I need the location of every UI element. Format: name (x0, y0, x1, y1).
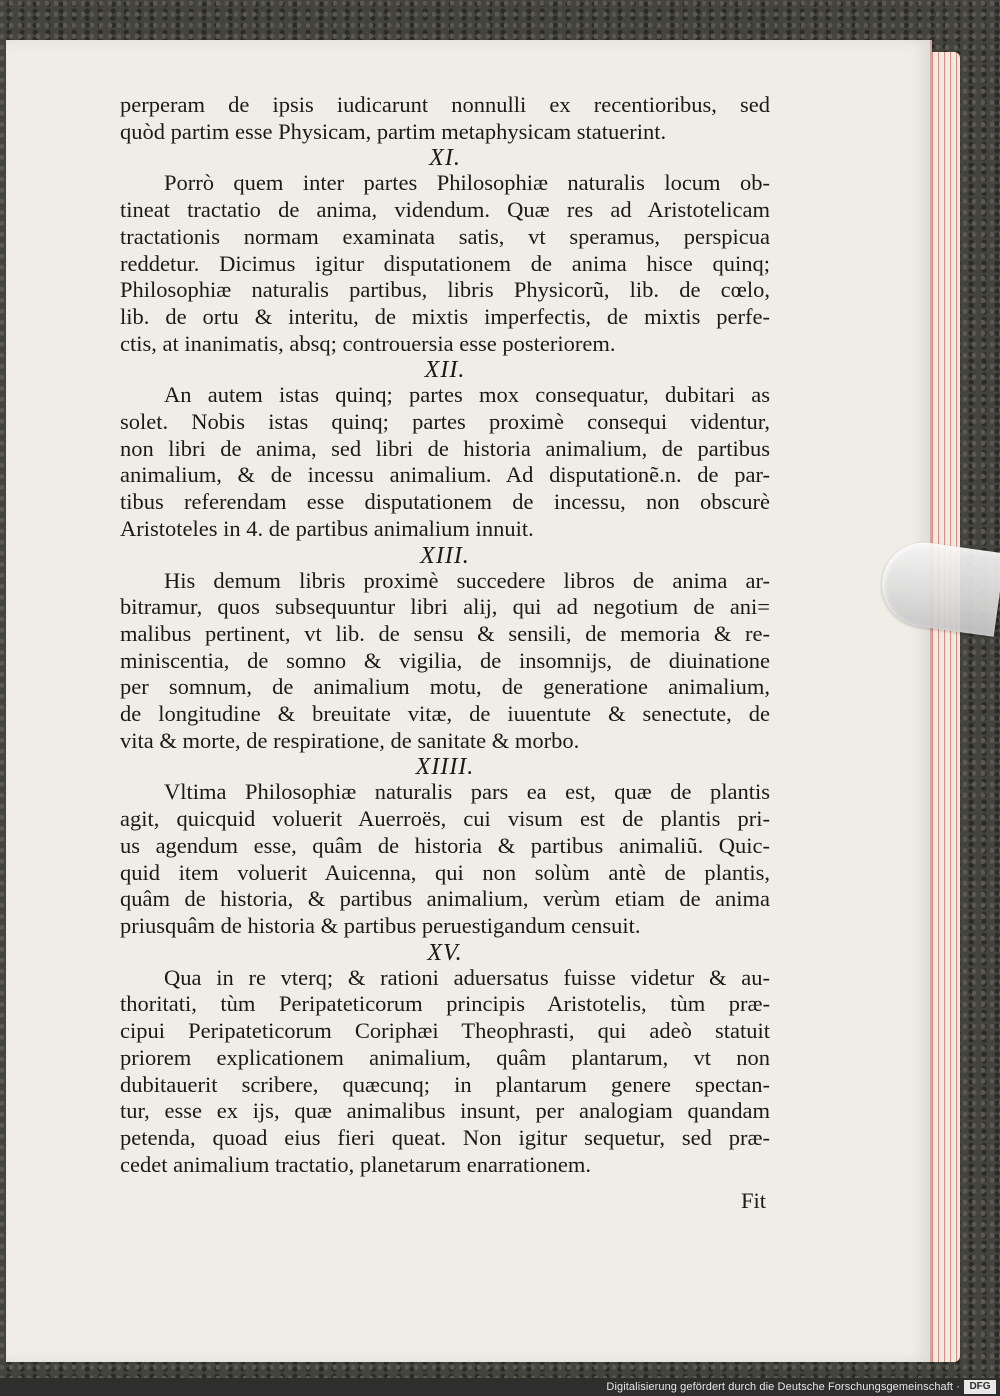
text-line: Philosophiæ naturalis partibus, libris Physicorũ, lib. de cœlo, (120, 277, 770, 303)
text-line: bitramur, quos subsequuntur libri alĳ, qui ad negotium de ani= (120, 594, 770, 620)
text-line: malibus pertinent, vt lib. de sensu & sensili, de memoria & re- (120, 620, 770, 646)
text-line: vita & morte, de respiratione, de sanitate & morbo. (120, 727, 580, 753)
text-line: tur, esse ex ĳs, quæ animalibus insunt, per analogiam quandam (120, 1098, 770, 1124)
text-line: quid item voluerit Auicenna, qui non solùm antè de plantis, (120, 859, 770, 885)
text-line: quòd partim esse Physicam, partim metaphysicam statuerint. (120, 118, 667, 144)
text-line: tractationis normam examinata satis, vt speramus, perspicua (120, 223, 770, 249)
text-line: Aristoteles in 4. de partibus animalium innuit. (120, 515, 534, 541)
text-line: priusquâm de historia & partibus peruestigandum censuit. (120, 912, 641, 938)
section-numeral: XII. (424, 357, 466, 384)
section-numeral: XIII. (420, 542, 470, 569)
text-line: tineat tractatio de anima, videndum. Quæ res ad Aristotelicam (120, 197, 770, 223)
text-line: thoritati, tùm Peripateticorum principis Aristotelis, tùm præ- (120, 991, 770, 1017)
funding-credit: Digitalisierung gefördert durch die Deutsche Forschungsgemeinschaft · (606, 1381, 960, 1393)
section-numeral: XI. (429, 145, 461, 172)
text-line: priorem explicationem animalium, quâm plantarum, vt non (120, 1044, 770, 1070)
text-line: us agendum esse, quâm de historia & partibus animaliũ. Quic- (120, 832, 770, 858)
text-line: reddetur. Dicimus igitur disputationem de anima hisce quinq; (120, 250, 770, 276)
text-line: petenda, quoad eius fieri queat. Non igitur sequetur, sed præ- (120, 1124, 770, 1150)
text-line: tibus referendam esse disputationem de incessu, non obscurè (120, 489, 770, 515)
text-line: lib. de ortu & interitu, de mixtis imperfectis, de mixtis perfe- (120, 303, 770, 329)
text-line: perperam de ipsis iudicarunt nonnulli ex recentioribus, sed (120, 92, 770, 117)
text-line: agit, quicquid voluerit Auerroës, cui visum est de plantis pri- (120, 806, 770, 832)
text-line: de longitudine & breuitate vitæ, de iuuentute & senectute, de (120, 701, 770, 727)
text-line: Vltima Philosophiæ naturalis pars ea est, quæ de plantis (164, 779, 770, 805)
text-line: miniscentia, de somno & vigilia, de insomnĳs, de diuinatione (120, 647, 770, 673)
text-line: dubitauerit scribere, quæcunq; in plantarum genere spectan- (120, 1071, 770, 1097)
text-line: solet. Nobis istas quinq; partes proximè consequi videntur, (120, 409, 770, 435)
section-numeral: XV. (427, 939, 463, 966)
dfg-logo: DFG (964, 1380, 996, 1394)
text-line: animalium, & de incessu animalium. Ad disputationẽ.n. de par- (120, 462, 770, 488)
section-numeral: XIIII. (415, 754, 475, 781)
page-text (120, 92, 770, 1215)
text-line: cedet animalium tractatio, planetarum enarrationem. (120, 1151, 592, 1177)
text-line: per somnum, de animalium motu, de generatione animalium, (120, 674, 770, 700)
text-line: ctis, at inanimatis, absq; controuersia esse posteriorem. (120, 330, 616, 356)
text-line: An autem istas quinq; partes mox consequatur, dubitari as (164, 382, 770, 408)
text-line: non libri de anima, sed libri de historia animalium, de partibus (120, 435, 770, 461)
text-line: Qua in re vterq; & rationi aduersatus fuisse videtur & au- (164, 964, 770, 990)
text-line: quâm de historia, & partibus animalium, verùm etiam de anima (120, 886, 770, 912)
text-line: His demum libris proximè succedere libros de anima ar- (164, 567, 770, 593)
text-line: cipui Peripateticorum Coriphæi Theophrasti, qui adeò statuit (120, 1018, 770, 1044)
text-line: Porrò quem inter partes Philosophiæ naturalis locum ob- (164, 170, 770, 196)
catchword: Fit (740, 1188, 766, 1214)
